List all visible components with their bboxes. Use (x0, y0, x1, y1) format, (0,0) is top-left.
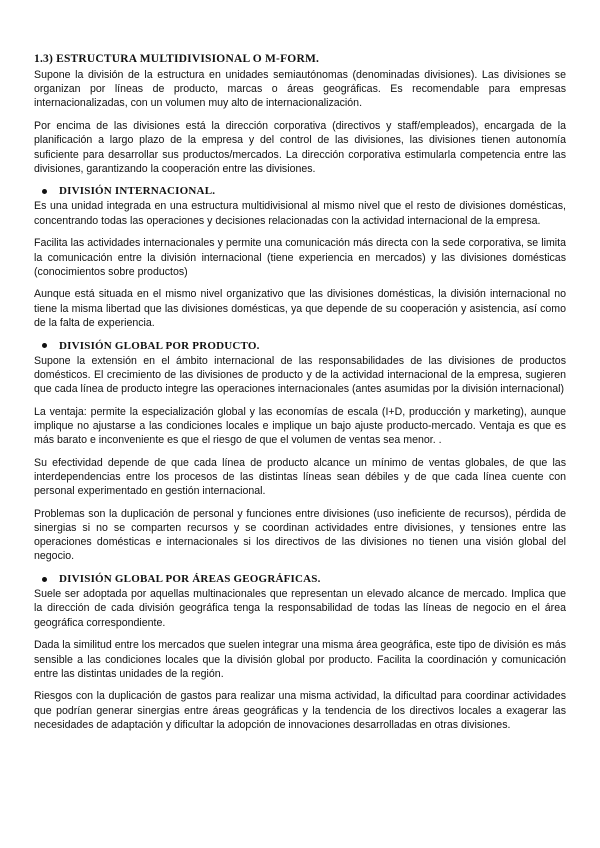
intro-paragraph: Por encima de las divisiones está la dirección corporativa (directivos y staff/empleados), encargada de la planificación a largo plazo de la empresa y del control de las divisiones, las divisiones tienen autonomía suficiente para desarrollar sus productos/mercados. La dirección corporativa estimularla competencia entre las divisiones, garantizando la cooperación entre las divisiones. (34, 120, 566, 175)
section-paragraph: Aunque está situada en el mismo nivel organizativo que las divisiones domésticas, la división internacional no tiene la misma libertad que las divisiones domésticas, ya que depende de su cooperación y asistencia, así como de la falta de experiencia. (34, 288, 566, 329)
bullet-icon (42, 343, 47, 348)
bullet-icon (42, 577, 47, 582)
section-heading-text: DIVISIÓN GLOBAL POR ÁREAS GEOGRÁFICAS. (59, 573, 321, 586)
section-heading-product (34, 339, 566, 353)
section-paragraph: Es una unidad integrada en una estructura multidivisional al mismo nivel que el resto de divisiones domésticas, concentrando todas las operaciones y decisiones relacionadas con la actividad internacional de la empresa. (34, 200, 566, 227)
section-heading-international (34, 184, 566, 198)
intro-paragraph: Supone la división de la estructura en unidades semiautónomas (denominadas divisiones). Las divisiones se organizan por líneas de producto, marcas o áreas geográficas. Es recomendable para empresas internacionalizadas, con un volumen muy alto de internacionalización. (34, 69, 566, 110)
bullet-icon (42, 189, 47, 194)
section-paragraph: Dada la similitud entre los mercados que suelen integrar una misma área geográfica, este tipo de división es más sensible a las condiciones locales que la división global por producto. Facilita la coordinación y comunicación entre las distintas unidades de la región. (34, 639, 566, 680)
section-heading-geographic (34, 572, 566, 586)
section-paragraph: Riesgos con la duplicación de gastos para realizar una misma actividad, la dificultad para coordinar actividades que podrían generar sinergias entre áreas geográficas y la tendencia de los directivos locales a exagerar las necesidades de adaptación y dificultar la adopción de innovaciones desarrolladas en otras divisiones. (34, 690, 566, 731)
document-title: 1.3) ESTRUCTURA MULTIDIVISIONAL O M-FORM. (34, 53, 320, 65)
section-heading-text: DIVISIÓN INTERNACIONAL. (59, 185, 216, 198)
section-paragraph: Suele ser adoptada por aquellas multinacionales que representan un elevado alcance de mercado. Implica que la dirección de cada división geográfica tenga la responsabilidad de todas las líneas de negocio en el área geográfica correspondiente. (34, 588, 566, 629)
section-heading-text: DIVISIÓN GLOBAL POR PRODUCTO. (59, 339, 260, 352)
section-paragraph: Facilita las actividades internacionales y permite una comunicación más directa con la sede corporativa, se limita la comunicación entre la división internacional (tiene experiencia en mercados) y las divisiones domésticas (conocimientos sobre productos) (34, 237, 566, 278)
section-paragraph: Supone la extensión en el ámbito internacional de las responsabilidades de las divisiones de productos domésticos. El crecimiento de las divisiones de producto y de la actividad internacional de la empresa, sugieren que cada línea de producto integre las operaciones internacionales (antes asumidas por la división internacional) (34, 354, 566, 395)
section-paragraph: La ventaja: permite la especialización global y las economías de escala (I+D, producción y marketing), aunque implique no ajustarse a las condiciones locales e implique un bajo ajuste producto-mercado. Ventaja es que es más barato e inconveniente es que el riesgo de que el volumen de ventas sea menor. . (34, 405, 566, 447)
section-paragraph: Problemas son la duplicación de personal y funciones entre divisiones (uso ineficiente de recursos), pérdida de sinergias si no se comparten recursos y se coordinan actividades entre divisiones, y tensiones entre las operaciones domésticas e internacionales si los directivos de las divisiones no tienen una visión global del negocio. (34, 507, 566, 563)
section-paragraph: Su efectividad depende de que cada línea de producto alcance un mínimo de ventas globales, de que las interdependencias entre los procesos de las distintas líneas sean débiles y de que cada línea cuente con personal experimentado en gestión internacional. (34, 456, 566, 498)
